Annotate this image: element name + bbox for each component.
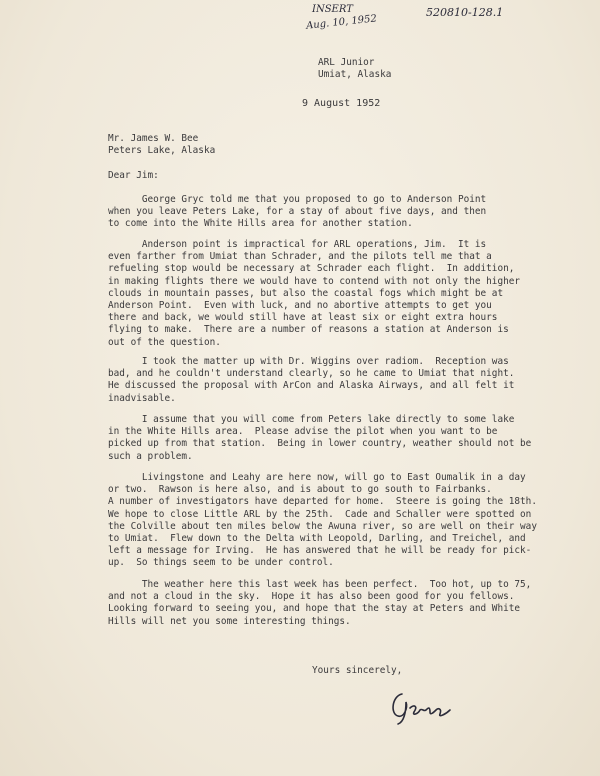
paragraph-line: even farther from Umiat than Schrader, and the pilots tell me that a bbox=[108, 251, 492, 263]
closing: Yours sincerely, bbox=[312, 665, 403, 676]
paragraph-2 bbox=[108, 239, 558, 349]
paragraph-5 bbox=[108, 472, 558, 570]
paragraph-line: such a problem. bbox=[108, 450, 193, 462]
recipient-place: Peters Lake, Alaska bbox=[108, 145, 216, 156]
paragraph-line: in the White Hills area. Please advise the pilot when you want to be bbox=[108, 426, 498, 438]
paragraph-line: Anderson point is impractical for ARL operations, Jim. It is bbox=[108, 239, 487, 250]
paragraph-line: when you leave Peters Lake, for a stay of about five days, and then bbox=[108, 206, 487, 218]
paragraph-line: flying to make. There are a number of reasons a station at Anderson is bbox=[108, 324, 509, 336]
recipient-name: Mr. James W. Bee bbox=[108, 133, 199, 144]
paragraph-line: refueling stop would be necessary at Schrader each flight. In addition, bbox=[108, 263, 515, 275]
paragraph-line: or two. Rawson is here also, and is about to go south to Fairbanks. bbox=[108, 484, 492, 496]
paragraph-line: in making flights there we would have to contend with not only the higher bbox=[108, 275, 521, 287]
sender-org: ARL Junior bbox=[318, 57, 375, 68]
date-note: Aug. 10, 1952 bbox=[305, 13, 378, 32]
paragraph-line: Livingstone and Leahy are here now, will go to East Oumalik in a day bbox=[108, 472, 526, 483]
paragraph-line: Looking forward to seeing you, and hope that the stay at Peters and White bbox=[108, 603, 521, 615]
paragraph-line: He discussed the proposal with ArCon and Alaska Airways, and all felt it bbox=[108, 380, 515, 392]
letter-date: 9 August 1952 bbox=[302, 98, 381, 109]
paragraph-line: and not a cloud in the sky. Hope it has also been good for you fellows. bbox=[108, 591, 515, 603]
paragraph-line: picked up from that station. Being in lower country, weather should not be bbox=[108, 438, 532, 450]
paragraph-line: I took the matter up with Dr. Wiggins over radiom. Reception was bbox=[108, 356, 509, 367]
paragraph-3 bbox=[108, 356, 558, 405]
paragraph-line: inadvisable. bbox=[108, 392, 176, 404]
paragraph-1 bbox=[108, 194, 558, 231]
paragraph-line: The weather here this last week has been perfect. Too hot, up to 75, bbox=[108, 579, 532, 590]
paragraph-line: George Gryc told me that you proposed to go to Anderson Point bbox=[108, 194, 487, 205]
paragraph-line: to Umiat. Flew down to the Delta with Leopold, Darling, and Treichel, and bbox=[108, 533, 526, 545]
paragraph-line: up. So things seem to be under control. bbox=[108, 557, 334, 569]
paragraph-line: there and back, we would still have at least six or eight extra hours bbox=[108, 312, 498, 324]
insert-note: INSERT bbox=[312, 4, 353, 15]
salutation: Dear Jim: bbox=[108, 170, 159, 181]
paragraph-line: A number of investigators have departed for home. Steere is going the 18th. bbox=[108, 496, 537, 508]
paragraph-line: the Colville about ten miles below the Awuna river, so are well on their way bbox=[108, 520, 537, 532]
signature bbox=[388, 686, 468, 726]
paragraph-line: to come into the White Hills area for another station. bbox=[108, 218, 413, 230]
paragraph-4 bbox=[108, 414, 558, 463]
paragraph-line: left a message for Irving. He has answered that he will be ready for pick- bbox=[108, 545, 532, 557]
sender-place: Umiat, Alaska bbox=[318, 69, 392, 80]
file-number: 520810-128.1 bbox=[426, 6, 504, 19]
paragraph-line: out of the question. bbox=[108, 336, 221, 348]
paragraph-line: Anderson Point. Even with luck, and no abortive attempts to get you bbox=[108, 300, 492, 312]
paragraph-line: bad, and he couldn't understand clearly, so he came to Umiat that night. bbox=[108, 368, 515, 380]
paragraph-line: Hills will net you some interesting things. bbox=[108, 615, 351, 627]
paragraph-line: I assume that you will come from Peters lake directly to some lake bbox=[108, 414, 515, 425]
paragraph-line: clouds in mountain passes, but also the coastal fogs which might be at bbox=[108, 287, 504, 299]
paragraph-line: We hope to close Little ARL by the 25th. Cade and Schaller were spotted on bbox=[108, 508, 532, 520]
paragraph-6 bbox=[108, 579, 558, 628]
